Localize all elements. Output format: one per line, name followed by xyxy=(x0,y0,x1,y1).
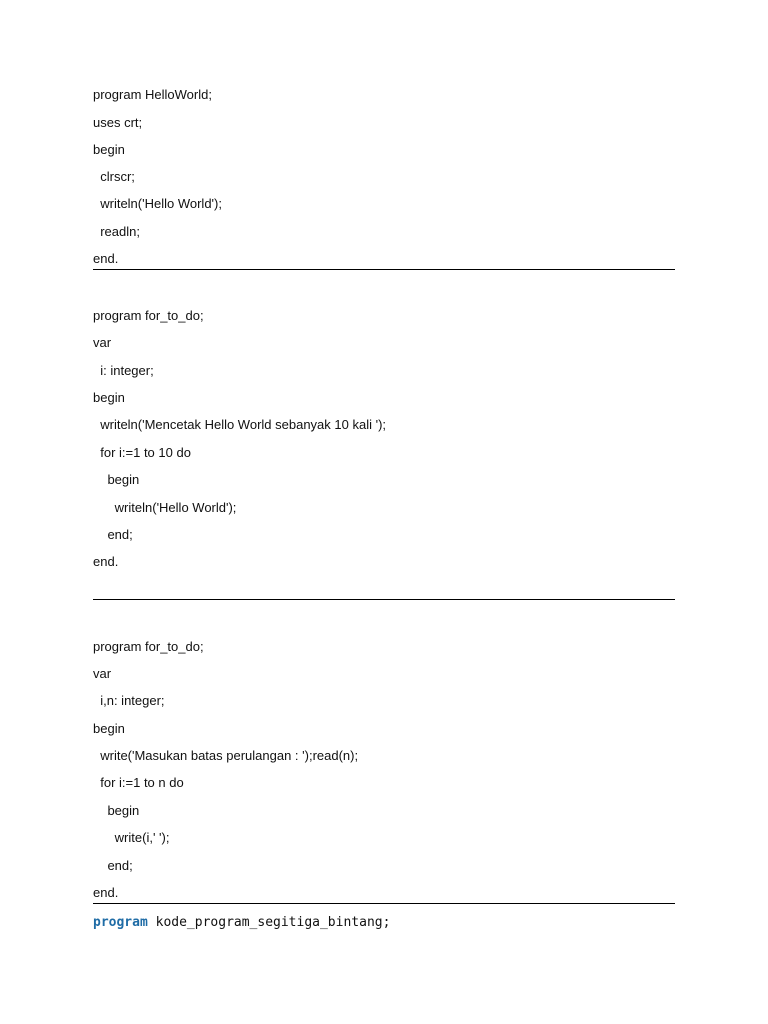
code-line: end; xyxy=(93,527,133,542)
code-line: end. xyxy=(93,554,119,569)
code-line: begin xyxy=(93,803,140,818)
code-line: write(i,' '); xyxy=(93,830,170,845)
code-line: var xyxy=(93,666,112,681)
code-line: writeln('Mencetak Hello World sebanyak 10 kali '); xyxy=(93,417,387,432)
code-line: begin xyxy=(93,472,140,487)
code-line: end. xyxy=(93,885,119,900)
code-line: begin xyxy=(93,721,125,736)
code-line: end. xyxy=(93,251,119,266)
horizontal-rule xyxy=(93,599,675,600)
horizontal-rule xyxy=(93,903,675,904)
keyword-program: program xyxy=(93,915,148,930)
code-line: writeln('Hello World'); xyxy=(93,196,222,211)
code-line: writeln('Hello World'); xyxy=(93,500,237,515)
code-line: for i:=1 to 10 do xyxy=(93,445,191,460)
code-line: readln; xyxy=(93,224,140,239)
highlighted-code-line xyxy=(93,914,390,932)
code-line: begin xyxy=(93,142,125,157)
code-line: i: integer; xyxy=(93,363,154,378)
code-line: uses crt; xyxy=(93,115,143,130)
code-line: program for_to_do; xyxy=(93,639,204,654)
code-line: program HelloWorld; xyxy=(93,87,212,102)
code-line: program for_to_do; xyxy=(93,308,204,323)
program-name: kode_program_segitiga_bintang; xyxy=(147,915,391,930)
code-line: for i:=1 to n do xyxy=(93,775,184,790)
code-line: clrscr; xyxy=(93,169,135,184)
code-line: var xyxy=(93,335,112,350)
code-line: i,n: integer; xyxy=(93,693,165,708)
code-line: write('Masukan batas perulangan : ');read(n); xyxy=(93,748,359,763)
code-line: end; xyxy=(93,858,133,873)
horizontal-rule xyxy=(93,269,675,270)
code-line: begin xyxy=(93,390,125,405)
